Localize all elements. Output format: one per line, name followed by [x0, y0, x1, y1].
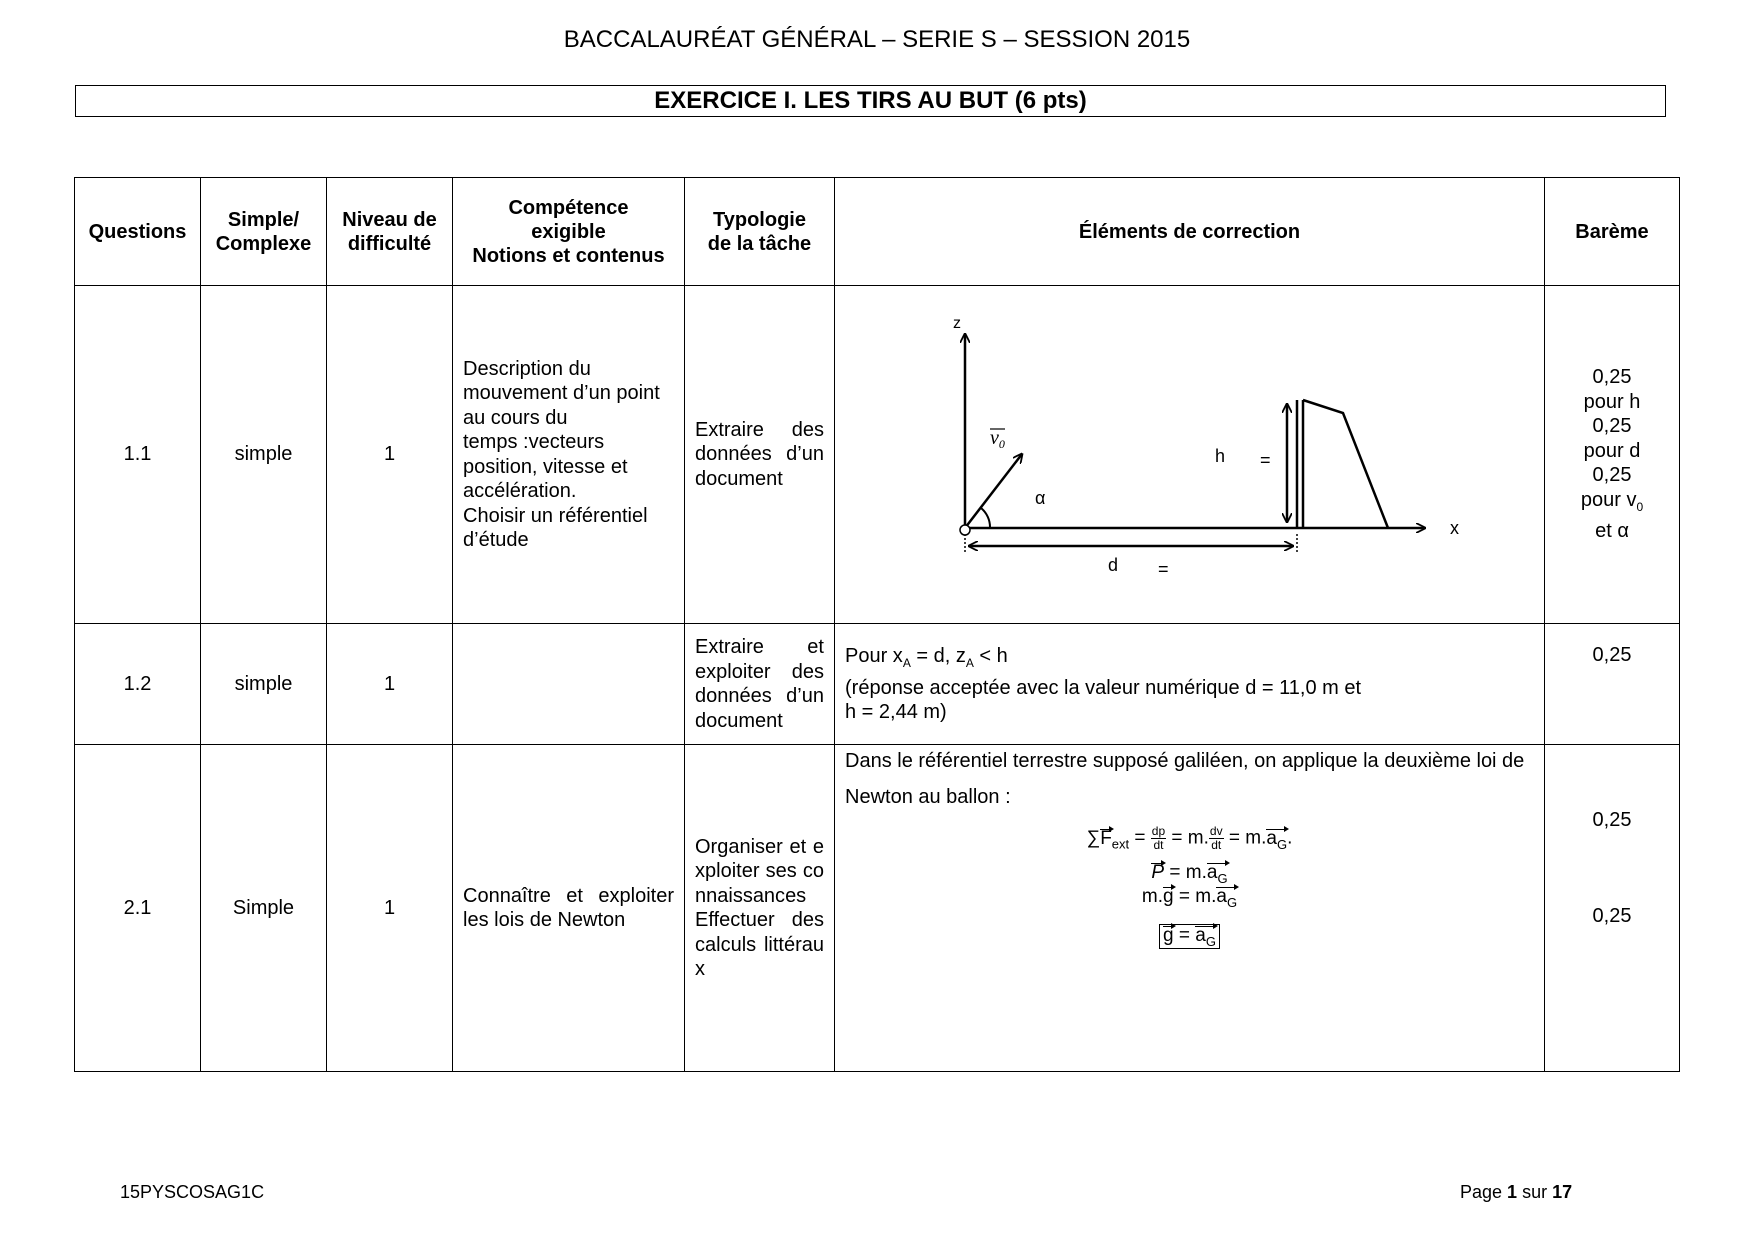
v0-vector [965, 454, 1022, 528]
trajectory-diagram [835, 286, 1545, 624]
h-label: h [1215, 446, 1226, 466]
header-competence: Compétence exigible Notions et contenus [453, 178, 685, 286]
page-header-title: BACCALAURÉAT GÉNÉRAL – SERIE S – SESSION 2015 [563, 26, 1191, 53]
exercise-title: EXERCICE I. LES TIRS AU BUT (6 pts) [75, 85, 1666, 117]
document-code: 15PYSCOSAG1C [120, 1182, 265, 1202]
competence-text: Description du mouvement d’un point au cours du temps :vecteurs position, vitesse et accélération. Choisir un référentiel d’étude [453, 286, 685, 624]
trajectory-diagram-cell [835, 286, 1545, 624]
correction-table [74, 177, 1680, 1072]
goal-net [1303, 400, 1388, 528]
page-number: Page 1 sur 17 [1460, 1182, 1573, 1202]
header-typologie: Typologie de la tâche [685, 178, 835, 286]
correction-text: Pour $x_A = d$, $z_A < h$ (réponse acceptée avec la valeur numérique d = 11,0 m et h = 2,44 m) [835, 624, 1545, 745]
table-row [75, 745, 1680, 1072]
simple-value: simple [201, 624, 327, 745]
bareme-cell: 0,25 pour h 0,25 pour d 0,25 pour $v_0$ et α [1545, 286, 1680, 624]
v0-label: $v_0$ [990, 427, 1005, 451]
equation-sum-forces: $\sum F_{ext}$ = $\frac{dp}{dt} = m$. $\frac{dv}{dt} = m.a_G$. [1086, 824, 1293, 852]
question-number: 1.1 [75, 286, 201, 624]
equation-weight: $P = m.a_G$ [1151, 862, 1228, 886]
header-elements: Éléments de correction [835, 178, 1545, 286]
header-niveau: Niveau de difficulté [327, 178, 453, 286]
bareme-value: 0,25 [1592, 905, 1632, 927]
typologie-text: Extraire et exploiter des données d’un document [685, 624, 835, 745]
simple-value: Simple [201, 745, 327, 1072]
niveau-value: 1 [327, 745, 453, 1072]
niveau-value: 1 [327, 286, 453, 624]
newton-intro-text: Dans le référentiel terrestre supposé galiléen, on applique la deuxième loi de Newton au ballon : [845, 750, 1525, 808]
newton-law-cell [835, 745, 1545, 1072]
d-equals: = [1158, 559, 1169, 579]
header-bareme: Barème [1545, 178, 1680, 286]
typologie-text: Extraire des données d’un document [685, 286, 835, 624]
origin-point [960, 525, 970, 535]
competence-text: Connaître et exploiter les lois de Newton [453, 745, 685, 1072]
competence-empty [453, 624, 685, 745]
table-row [75, 286, 1680, 624]
bareme-value: 0,25 [1592, 809, 1632, 831]
equation-result: $g = a_G$ [845, 924, 1534, 950]
question-number: 2.1 [75, 745, 201, 1072]
typologie-text: Organiser et exploiter ses connaissances Effectuer des calculs littéraux [685, 745, 835, 1072]
table-row [75, 624, 1680, 745]
niveau-value: 1 [327, 624, 453, 745]
table-header-row [75, 178, 1680, 286]
z-label: z [953, 315, 961, 332]
header-questions: Questions [75, 178, 201, 286]
header-simple-complexe: Simple/ Complexe [201, 178, 327, 286]
alpha-label: α [1035, 488, 1046, 508]
equation-mg: $m.g = m.a_G$ [1141, 885, 1238, 910]
alpha-arc [981, 508, 990, 528]
bareme-cell [1545, 745, 1680, 1072]
h-equals: = [1260, 450, 1271, 470]
bareme-value: 0,25 [1545, 624, 1680, 745]
question-number: 1.2 [75, 624, 201, 745]
d-label: d [1108, 555, 1119, 575]
simple-value: simple [201, 286, 327, 624]
x-label: x [1450, 518, 1459, 538]
